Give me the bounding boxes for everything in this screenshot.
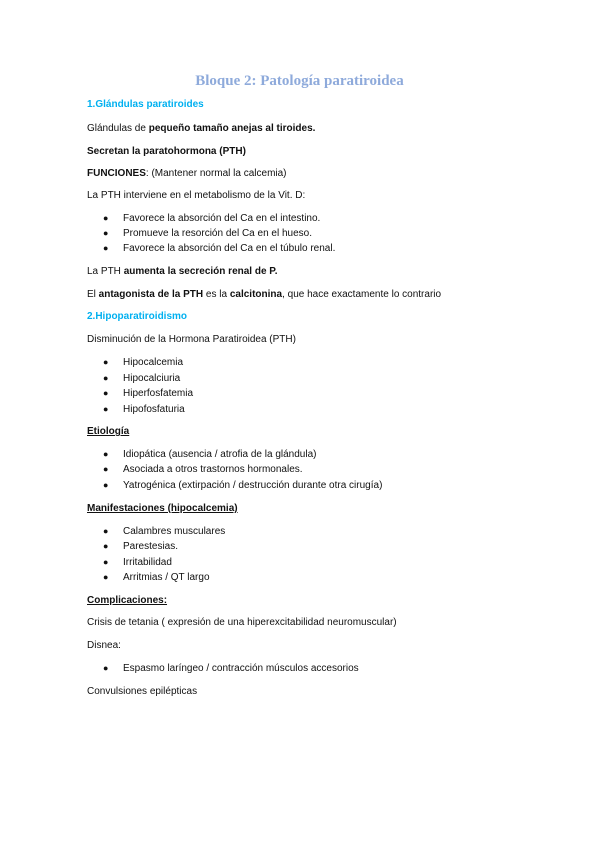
bullet-icon: ●	[103, 557, 109, 567]
bullet-icon: ●	[103, 449, 109, 459]
bullet-icon: ●	[103, 373, 109, 383]
document-title: Bloque 2: Patología paratiroidea	[195, 73, 404, 89]
list-item-text: Yatrogénica (extirpación / destrucción durante otra cirugía)	[123, 480, 383, 491]
list-item	[103, 556, 172, 569]
list-item-text: Asociada a otros trastornos hormonales.	[123, 464, 303, 475]
subheading-etiologia: Etiología	[87, 426, 130, 437]
bullet-icon: ●	[103, 388, 109, 398]
section-heading-hipoparatiroidismo: 2.Hipoparatiroidismo	[87, 311, 188, 322]
subheading-manifestaciones: Manifestaciones (hipocalcemia)	[87, 503, 238, 514]
list-item	[103, 463, 303, 476]
list-item	[103, 525, 225, 538]
list-item-text: Arritmias / QT largo	[123, 572, 210, 583]
list-item-text: Promueve la resorción del Ca en el hueso.	[123, 228, 312, 239]
bullet-icon: ●	[103, 526, 109, 536]
bullet-icon: ●	[103, 243, 109, 253]
list-item	[103, 571, 210, 584]
list-item	[103, 662, 359, 675]
bullet-icon: ●	[103, 480, 109, 490]
paragraph-funciones	[87, 167, 287, 180]
text-run-bold: aumenta la secreción renal de P.	[123, 266, 278, 277]
list-item-text: Hipofosfaturia	[123, 404, 185, 415]
bullet-icon: ●	[103, 404, 109, 414]
text-run: Glándulas de	[87, 123, 149, 134]
paragraph-convulsiones: Convulsiones epilépticas	[87, 686, 198, 697]
list-item	[103, 403, 185, 416]
list-item-text: Hipocalcemia	[123, 357, 184, 368]
text-run: La PTH	[87, 266, 124, 277]
paragraph-disminucion: Disminución de la Hormona Paratiroidea (PTH)	[87, 334, 296, 345]
subheading-complicaciones: Complicaciones:	[87, 595, 168, 606]
list-item-text: Hiperfosfatemia	[123, 388, 194, 399]
bullet-icon: ●	[103, 213, 109, 223]
list-item-text: Favorece la absorción del Ca en el intestino.	[123, 213, 321, 224]
bullet-icon: ●	[103, 572, 109, 582]
text-run: , que hace exactamente lo contrario	[282, 289, 442, 300]
paragraph-crisis-tetania: Crisis de tetania ( expresión de una hiperexcitabilidad neuromuscular)	[87, 617, 397, 628]
bullet-icon: ●	[103, 357, 109, 367]
paragraph-antagonista	[87, 288, 441, 301]
list-item-text: Calambres musculares	[123, 526, 226, 537]
paragraph-vitd: La PTH interviene en el metabolismo de la Vit. D:	[87, 190, 306, 201]
paragraph-glandulas	[87, 122, 315, 135]
bullet-icon: ●	[103, 541, 109, 551]
paragraph-pth-secrecion	[87, 265, 277, 278]
text-run-bold: pequeño tamaño anejas al tiroides.	[148, 123, 316, 134]
paragraph-disnea: Disnea:	[87, 640, 121, 651]
paragraph-secretan: Secretan la paratohormona (PTH)	[87, 146, 246, 157]
list-item	[103, 212, 320, 225]
bullet-icon: ●	[103, 228, 109, 238]
section-heading-glandulas: 1.Glándulas paratiroides	[87, 99, 204, 110]
text-run-bold: calcitonina	[229, 289, 283, 300]
text-run: El	[87, 289, 99, 300]
list-item	[103, 479, 382, 492]
list-item	[103, 372, 180, 385]
list-item-text: Parestesias.	[123, 541, 179, 552]
text-run: : (Mantener normal la calcemia)	[145, 168, 287, 179]
list-item-text: Hipocalciuria	[123, 373, 181, 384]
bullet-icon: ●	[103, 663, 109, 673]
list-item	[103, 540, 178, 553]
bullet-icon: ●	[103, 464, 109, 474]
list-item	[103, 227, 312, 240]
list-item	[103, 356, 183, 369]
list-item-text: Favorece la absorción del Ca en el túbulo renal.	[123, 243, 336, 254]
list-item	[103, 448, 316, 461]
text-run-bold: FUNCIONES	[87, 168, 146, 179]
text-run: es la	[203, 289, 230, 300]
list-item	[103, 242, 335, 255]
list-item-text: Irritabilidad	[123, 557, 172, 568]
list-item	[103, 387, 193, 400]
text-run-bold: antagonista de la PTH	[98, 289, 204, 300]
list-item-text: Espasmo laríngeo / contracción músculos accesorios	[123, 663, 359, 674]
list-item-text: Idiopática (ausencia / atrofia de la glándula)	[123, 449, 317, 460]
